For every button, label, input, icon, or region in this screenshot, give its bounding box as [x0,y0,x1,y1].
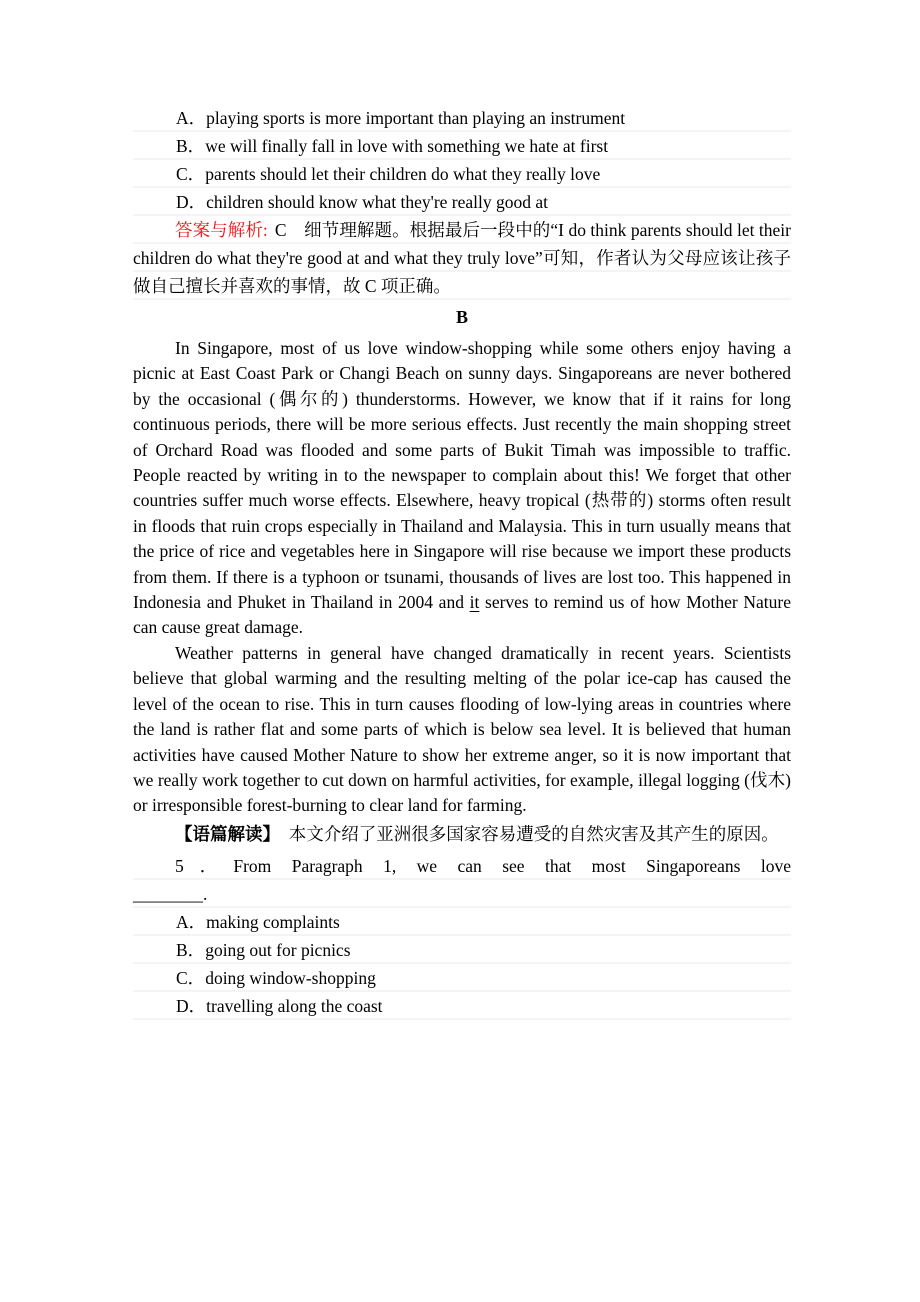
option-label: C． [176,164,206,184]
reading-note [133,821,791,848]
option-line-a [133,104,791,132]
option-line-b [133,936,791,964]
question4-options-block [133,104,791,216]
question5-options-block [133,908,791,1020]
question5-stem: 5．From Paragraph 1, we can see that most Singaporeans love [175,855,791,876]
question5-blank: ________. [133,883,208,904]
option-line-c [133,964,791,992]
option-text: parents should let their children do what they really love [205,164,601,184]
option-line-d [133,992,791,1020]
passage-paragraph-1 [133,336,791,641]
option-text: travelling along the coast [206,995,383,1016]
reading-note-label: 【语篇解读】 [175,823,272,844]
option-label: A． [176,108,207,128]
option-text: playing sports is more important than playing an instrument [206,108,626,128]
document-content [133,104,791,1020]
passage-section-title: B [455,307,468,327]
option-label: C． [176,967,206,988]
option-text: children should know what they're really good at [206,192,549,212]
option-label: B． [176,939,206,960]
option-line-a [133,908,791,936]
option-label: D． [176,192,207,212]
answer-text: C 细节理解题。根据最后一段中的“I do think parents should let their children do what they're good at and what they truly love”可知，作者认为父母应该让孩子做自己擅长并喜欢的事情，故 C 项正确。 [133,220,791,296]
option-label: A． [176,911,207,932]
option-label: B． [176,136,206,156]
option-text: going out for picnics [205,939,351,960]
reading-note-text: 本文介绍了亚洲很多国家容易遭受的自然灾害及其产生的原因。 [271,823,779,844]
paragraph1-text-before: In Singapore, most of us love window-shopping while some others enjoy having a picnic at East Coast Park or Changi Beach on sunny days. Singaporeans are never bothered by the occasional (偶尔的) thunderstorms. However, we know that if it rains for long continuous periods, there will be more serious effects. Just recently the main shopping street of Orchard Road was flooded and some parts of Bukit Timah was impossible to traffic. People reacted by writing in to the newspaper to complain about this! We forget that other countries suffer much worse effects. Elsewhere, heavy tropical (热带的) storms often result in floods that ruin crops especially in Thailand and Malaysia. This in turn usually means that the price of rice and vegetables here in Singapore will rise because we import these products from them. If there is a typhoon or tsunami, thousands of lives are lost too. This happened in Indonesia and Phuket in Thailand in 2004 and [133,338,791,613]
paragraph1-text-after: serves to remind us of how Mother Nature can cause great damage. [133,592,791,638]
option-line-b [133,132,791,160]
option-text: we will finally fall in love with something we hate at first [205,136,609,156]
passage-paragraph-2: Weather patterns in general have changed dramatically in recent years. Scientists believe that global warming and the resulting melting of the polar ice-cap has caused the level of the ocean to rise. This in turn causes flooding of low-lying areas in countries where the land is rather flat and some parts of which is below sea level. It is believed that human activities have caused Mother Nature to show her extreme anger, so it is now important that we really work together to cut down on harmful activities, for example, illegal logging (伐木) or irresponsible forest-burning to clear land for farming. [133,642,791,816]
option-line-c [133,160,791,188]
option-line-d [133,188,791,216]
answer-label: 答案与解析: [175,220,268,240]
underlined-word-it: it [469,592,480,613]
question5-block [133,852,791,1020]
answer-explanation [133,216,791,300]
option-label: D． [176,995,207,1016]
option-text: making complaints [206,911,340,932]
option-text: doing window-shopping [205,967,376,988]
